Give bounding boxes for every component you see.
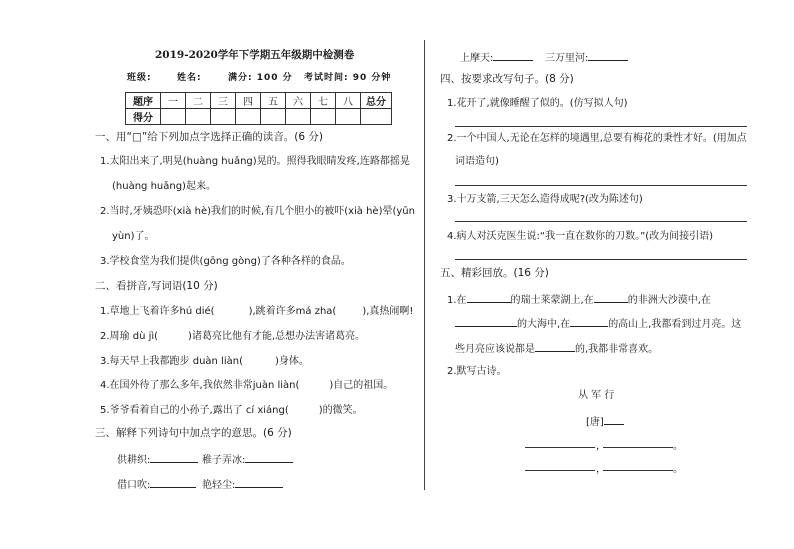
score-col-total: 总分 bbox=[361, 93, 392, 109]
section2-q2 bbox=[100, 328, 365, 344]
score-table-header-row bbox=[126, 93, 392, 109]
name-label: 姓名: bbox=[177, 73, 202, 83]
q1-l1-blank-2[interactable] bbox=[594, 291, 628, 303]
exam-title: 2019-2020学年下学期五年级期中检测卷 bbox=[155, 49, 355, 61]
section1-q1-line1: 1.太阳出来了,明晃(huàng huǎng)晃的。照得我眼睛发疼,连路都摇晃 bbox=[100, 156, 410, 167]
score-cell[interactable] bbox=[336, 109, 361, 125]
score-col-7: 七 bbox=[311, 93, 336, 109]
score-cell[interactable] bbox=[161, 109, 186, 125]
poem-period: 。 bbox=[673, 441, 683, 452]
q3-text-a: 3.每天早上我都跑步 duàn liàn( bbox=[100, 356, 243, 367]
section5-q1-line2 bbox=[455, 315, 741, 332]
right-item1 bbox=[460, 49, 533, 66]
section1-q2-line1: 2.当时,牙姨恐吓(xià hè)我们的时候,有几个胆小的被吓(xià hè)晕(yūn bbox=[100, 206, 415, 217]
score-col-1: 一 bbox=[161, 93, 186, 109]
score-col-5: 五 bbox=[261, 93, 286, 109]
item2-label: 稚子弄冰: bbox=[202, 455, 246, 466]
item2-answer-blank[interactable] bbox=[245, 451, 293, 463]
section2-heading: 二、看拼音,写词语(10 分) bbox=[95, 280, 218, 292]
q1-l1-text-a: 1.在 bbox=[447, 295, 467, 306]
q1-l2-text-b: 的高山上,我都看到过月亮。这 bbox=[608, 319, 742, 330]
q4-text-b: )自己的祖国。 bbox=[329, 380, 394, 391]
q1-l1-text-c: 的非洲大沙漠中,在 bbox=[627, 295, 711, 306]
q1-text-c: ),真热闹啊! bbox=[362, 306, 414, 317]
section4-q3: 3.十万支箭,三天怎么造得成呢?(改为陈述句) bbox=[447, 194, 643, 205]
section2-q5 bbox=[100, 402, 363, 418]
poem-dynasty: [唐] bbox=[586, 417, 604, 428]
poem-comma: ， bbox=[596, 464, 606, 475]
poem-line-blank[interactable] bbox=[603, 470, 673, 471]
poem-title: 从 军 行 bbox=[578, 390, 615, 401]
q1-blank-1[interactable] bbox=[215, 303, 249, 314]
q1-l2-blank-1[interactable] bbox=[455, 315, 517, 327]
item4-answer-blank[interactable] bbox=[235, 476, 283, 488]
section3-item1 bbox=[117, 451, 198, 468]
section2-q3 bbox=[100, 353, 309, 369]
answer-line[interactable] bbox=[455, 185, 747, 186]
q1-l1-blank-1[interactable] bbox=[467, 291, 511, 303]
column-divider bbox=[424, 40, 425, 490]
score-cell[interactable] bbox=[186, 109, 211, 125]
poem-comma: ， bbox=[596, 441, 606, 452]
score-cell[interactable] bbox=[311, 109, 336, 125]
poem-line-blank[interactable] bbox=[525, 470, 595, 471]
score-col-8: 八 bbox=[336, 93, 361, 109]
q1-text-a: 1.草地上飞着许多hú dié( bbox=[100, 306, 215, 317]
q2-blank[interactable] bbox=[158, 328, 188, 339]
section3-item4 bbox=[202, 476, 283, 493]
section1-heading: 一、用“□”给下列加点字选择正确的读音。(6 分) bbox=[95, 131, 324, 143]
class-label: 班级: bbox=[127, 73, 152, 83]
score-row-label: 得分 bbox=[126, 109, 161, 125]
score-cell[interactable] bbox=[261, 109, 286, 125]
section5-heading: 五、精彩回放。(16 分) bbox=[440, 267, 549, 279]
section2-q1 bbox=[100, 303, 413, 319]
q2-text-b: )诸葛亮比他有才能,总想办法害诸葛亮。 bbox=[188, 331, 366, 342]
score-table-score-row bbox=[126, 109, 392, 125]
q5-text-a: 5.爷爷看着自己的小孙子,露出了 cí xiáng( bbox=[100, 405, 289, 416]
score-table-row-label: 题序 bbox=[126, 93, 161, 109]
section3-heading: 三、解释下列诗句中加点字的意思。(6 分) bbox=[95, 427, 292, 439]
score-table bbox=[125, 92, 392, 125]
item4-label: 艳轻尘: bbox=[202, 480, 236, 491]
right-item1-blank[interactable] bbox=[493, 49, 533, 61]
poem-line-blank[interactable] bbox=[525, 447, 595, 448]
section5-q2: 2.默写古诗。 bbox=[447, 366, 507, 377]
q1-l2-blank-2[interactable] bbox=[570, 315, 608, 327]
exam-time-label: 考试时间: 90 分钟 bbox=[304, 73, 392, 83]
section4-q2-line2: 词语造句) bbox=[455, 156, 499, 167]
q3-blank[interactable] bbox=[243, 353, 275, 364]
right-item2-label: 三万里河: bbox=[545, 53, 589, 64]
section1-q2-line2: yùn)了。 bbox=[112, 231, 155, 242]
poem-author-blank[interactable] bbox=[604, 413, 624, 425]
poem-period: 。 bbox=[673, 464, 683, 475]
section4-q1: 1.花开了,就像睡醒了似的。(仿写拟人句) bbox=[447, 98, 628, 109]
section4-q4: 4.病人对沃克医生说:“我一直在数你的刀数。”(改为间接引语) bbox=[447, 231, 714, 242]
q1-l2-text-a: 的大海中,在 bbox=[517, 319, 571, 330]
q1-l3-text-a: 些月亮应该说都是 bbox=[455, 344, 535, 355]
section5-q1-line3 bbox=[455, 340, 658, 357]
score-col-3: 三 bbox=[211, 93, 236, 109]
full-score-label: 满分: 100 分 bbox=[228, 73, 293, 83]
item3-answer-blank[interactable] bbox=[150, 476, 196, 488]
answer-line[interactable] bbox=[455, 221, 747, 222]
q1-text-b: ),跳着许多má zha( bbox=[248, 306, 337, 317]
score-col-6: 六 bbox=[286, 93, 311, 109]
section1-q1-line2: (huàng huǎng)起来。 bbox=[112, 181, 216, 192]
score-col-4: 四 bbox=[236, 93, 261, 109]
q1-l3-text-b: 的,我都非常喜欢。 bbox=[575, 344, 659, 355]
score-col-2: 二 bbox=[186, 93, 211, 109]
poem-author bbox=[586, 413, 624, 430]
section1-q3: 3.学校食堂为我们提供(gōng gòng)了各种各样的食品。 bbox=[100, 256, 351, 267]
q4-text-a: 4.在国外待了那么多年,我依然非常juàn liàn( bbox=[100, 380, 300, 391]
answer-line[interactable] bbox=[455, 259, 747, 260]
score-cell[interactable] bbox=[361, 109, 392, 125]
section4-q2-line1: 2.一个中国人,无论在怎样的境遇里,总要有梅花的秉性才好。(用加点 bbox=[447, 133, 747, 144]
right-item1-label: 上摩天: bbox=[460, 53, 494, 64]
q1-l1-text-b: 的瑞士莱蒙湖上,在 bbox=[510, 295, 594, 306]
section3-item3 bbox=[117, 476, 196, 493]
score-cell[interactable] bbox=[211, 109, 236, 125]
section4-heading: 四、按要求改写句子。(8 分) bbox=[440, 73, 574, 85]
score-cell[interactable] bbox=[286, 109, 311, 125]
item1-label: 供耕织: bbox=[117, 455, 151, 466]
poem-line-blank[interactable] bbox=[603, 447, 673, 448]
q5-text-b: )的微笑。 bbox=[318, 405, 363, 416]
right-item2 bbox=[545, 49, 628, 66]
q2-text-a: 2.周瑜 dù jì( bbox=[100, 331, 159, 342]
answer-line[interactable] bbox=[455, 126, 747, 127]
section5-q1-line1 bbox=[447, 291, 711, 308]
q5-blank[interactable] bbox=[289, 402, 319, 413]
q1-blank-2[interactable] bbox=[336, 303, 362, 314]
q1-l3-blank[interactable] bbox=[535, 340, 575, 352]
q3-text-b: )身体。 bbox=[274, 356, 309, 367]
section2-q4 bbox=[100, 377, 393, 393]
item1-answer-blank[interactable] bbox=[150, 451, 198, 463]
q4-blank[interactable] bbox=[299, 377, 329, 388]
item3-label: 借口吹: bbox=[117, 480, 151, 491]
right-item2-blank[interactable] bbox=[588, 49, 628, 61]
score-cell[interactable] bbox=[236, 109, 261, 125]
section3-item2 bbox=[202, 451, 293, 468]
